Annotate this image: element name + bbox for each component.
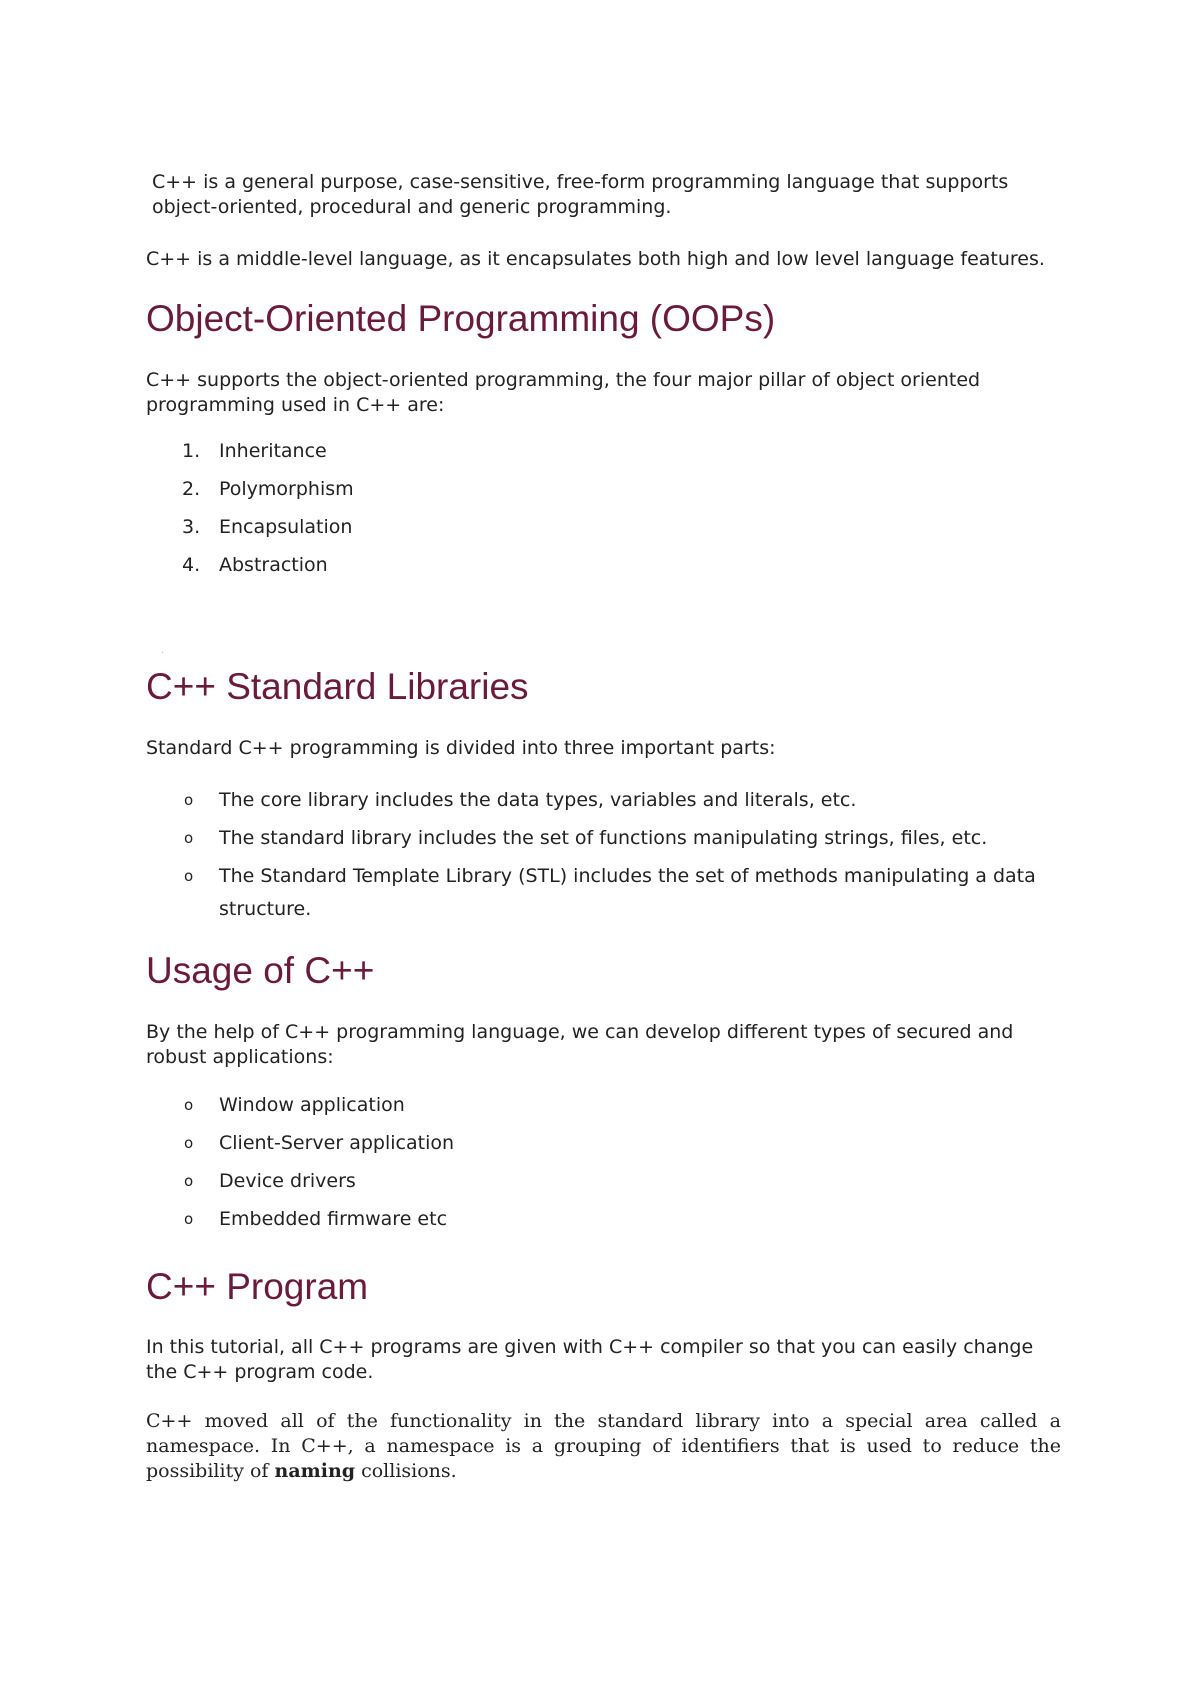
program-heading: C++ Program: [146, 1266, 369, 1307]
list-item: [146, 781, 1066, 819]
list-item-label: Polymorphism: [219, 478, 354, 500]
oops-heading: Object-Oriented Programming (OOPs): [146, 298, 776, 339]
list-item-label: Window application: [219, 1094, 405, 1116]
list-number: 4.: [182, 554, 201, 576]
list-item-label: Encapsulation: [219, 516, 353, 538]
libraries-heading: C++ Standard Libraries: [146, 666, 529, 707]
intro-paragraph-2: C++ is a middle-level language, as it encapsulates both high and low level language features.: [146, 248, 1045, 270]
list-item: [146, 432, 1066, 470]
usage-list: [146, 1086, 1066, 1238]
list-item: [146, 508, 1066, 546]
intro-paragraph-1-text: C++ is a general purpose, case-sensitive, free-form programming language that supports object-oriented, procedural and generic programming.: [152, 171, 1009, 218]
usage-intro-paragraph: By the help of C++ programming language, we can develop different types of secured and robust applications:: [146, 1021, 1014, 1068]
list-item-label: Inheritance: [219, 440, 327, 462]
bullet-marker: o: [184, 791, 194, 809]
list-number: 3.: [182, 516, 201, 538]
bullet-marker: o: [184, 829, 194, 847]
list-item-label: Embedded firmware etc: [219, 1208, 448, 1230]
list-item-label: Abstraction: [219, 554, 328, 576]
program-intro-paragraph: In this tutorial, all C++ programs are given with C++ compiler so that you can easily change the C++ program code.: [146, 1336, 1034, 1383]
list-number: 2.: [182, 478, 201, 500]
list-number: 1.: [182, 440, 201, 462]
document-content: [146, 170, 1066, 1484]
namespace-text-after: collisions.: [355, 1460, 457, 1482]
list-item-label: Device drivers: [219, 1170, 356, 1192]
list-item: [146, 1124, 1066, 1162]
namespace-bold-word: naming: [274, 1460, 356, 1482]
libraries-list: [146, 781, 1066, 926]
bullet-marker: o: [184, 1096, 194, 1114]
bullet-marker: o: [184, 867, 194, 885]
list-item: [146, 546, 1066, 584]
list-item: [146, 1200, 1066, 1238]
list-item: [146, 1086, 1066, 1124]
list-item-label: The Standard Template Library (STL) includes the set of methods manipulating a data structure.: [219, 865, 1036, 920]
namespace-text-before: C++ moved all of the functionality in the standard library into a special area called a namespace. In C++, a namespace is a grouping of identifiers that is used to reduce the possibility of: [146, 1410, 1061, 1482]
usage-heading: Usage of C++: [146, 950, 375, 991]
list-item: [146, 819, 1066, 857]
namespace-paragraph: [146, 1409, 1061, 1484]
bullet-marker: o: [184, 1210, 194, 1228]
list-item-label: Client-Server application: [219, 1132, 455, 1154]
list-item-label: The core library includes the data types, variables and literals, etc.: [219, 789, 857, 811]
bullet-marker: o: [184, 1172, 194, 1190]
list-item: [146, 470, 1066, 508]
list-item: [146, 857, 1066, 926]
oops-intro-paragraph: C++ supports the object-oriented programming, the four major pillar of object oriented programming used in C++ are:: [146, 369, 981, 416]
list-item: [146, 1162, 1066, 1200]
intro-paragraph-1: [152, 170, 1066, 220]
bullet-marker: o: [184, 1134, 194, 1152]
list-item-label: The standard library includes the set of functions manipulating strings, files, etc.: [219, 827, 988, 849]
libraries-intro-paragraph: Standard C++ programming is divided into three important parts:: [146, 737, 776, 759]
oops-pillars-list: [146, 432, 1066, 584]
